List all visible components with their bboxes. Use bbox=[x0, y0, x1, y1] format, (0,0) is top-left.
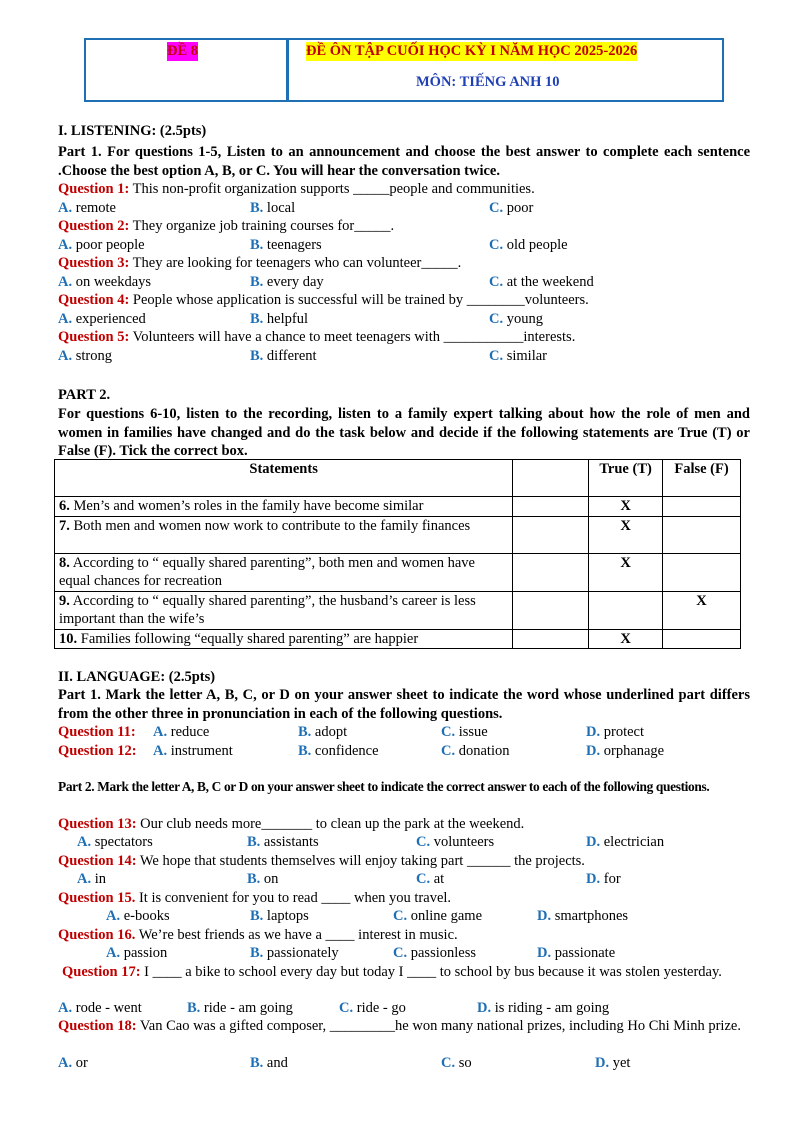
true-cell-8[interactable]: X bbox=[589, 553, 663, 591]
language-part1-instructions: Part 1. Mark the letter A, B, C, or D on your answer sheet to indicate the word whose underlined part differs from the other three in pronunciation in each of the following questions. bbox=[58, 687, 750, 722]
table-row bbox=[55, 516, 741, 553]
q12-option-c[interactable]: C. donation bbox=[441, 743, 510, 759]
q16-option-a[interactable]: A. passion bbox=[106, 945, 168, 961]
q5-option-c[interactable]: C. similar bbox=[489, 348, 548, 364]
exam-code: ĐỀ 8 bbox=[167, 43, 199, 59]
q1-option-c[interactable]: C. poor bbox=[489, 200, 534, 216]
q5-option-b[interactable]: B. different bbox=[250, 348, 317, 364]
q14-option-d[interactable]: D. for bbox=[586, 871, 621, 887]
statement-10: 10. Families following “equally shared parenting” are happier bbox=[55, 629, 513, 649]
false-cell-6[interactable] bbox=[663, 497, 741, 517]
header-divider bbox=[286, 40, 289, 100]
q13-option-a[interactable]: A. spectators bbox=[77, 834, 153, 850]
q15-option-a[interactable]: A. e-books bbox=[106, 908, 170, 924]
question-3: Question 3: They are looking for teenagers who can volunteer_____. bbox=[58, 255, 462, 271]
q2-option-b[interactable]: B. teenagers bbox=[250, 237, 322, 253]
q18-option-a[interactable]: A. or bbox=[58, 1055, 88, 1071]
false-cell-7[interactable] bbox=[663, 516, 741, 553]
q14-option-a[interactable]: A. in bbox=[77, 871, 107, 887]
q11-option-d[interactable]: D. protect bbox=[586, 724, 644, 740]
listening-part1-instructions: Part 1. For questions 1-5, Listen to an announcement and choose the best answer to complete each sentence .Choose the best option A, B, or C. You will hear the conversation twice. bbox=[58, 144, 750, 179]
question-15: Question 15. It is convenient for you to read ____ when you travel. bbox=[58, 890, 452, 906]
true-false-table bbox=[54, 459, 741, 649]
table-row bbox=[55, 591, 741, 629]
question-17: Question 17: I ____ a bike to school every day but today I ____ to school by bus because it was stolen yesterday. bbox=[62, 964, 722, 980]
q14-option-b[interactable]: B. on bbox=[247, 871, 279, 887]
q16-option-d[interactable]: D. passionate bbox=[537, 945, 616, 961]
q12-option-b[interactable]: B. confidence bbox=[298, 743, 379, 759]
q17-option-d[interactable]: D. is riding - am going bbox=[477, 1000, 610, 1016]
statement-6: 6. Men’s and women’s roles in the family have become similar bbox=[55, 497, 513, 517]
q17-option-a[interactable]: A. rode - went bbox=[58, 1000, 142, 1016]
false-cell-10[interactable] bbox=[663, 629, 741, 649]
question-12: Question 12: bbox=[58, 743, 137, 759]
table-row bbox=[55, 497, 741, 517]
part2-instructions: For questions 6-10, listen to the recording, listen to a family expert talking about how the role of men and women in families have changed and do the task below and decide if the following statements are True (T) or False (F). Tick the correct box. bbox=[58, 406, 750, 459]
statement-9: 9. According to “ equally shared parenting”, the husband’s career is less important than the wife’s bbox=[55, 591, 513, 629]
q13-option-d[interactable]: D. electrician bbox=[586, 834, 665, 850]
question-4: Question 4: People whose application is successful will be trained by ________volunteers. bbox=[58, 292, 589, 308]
q12-option-a[interactable]: A. instrument bbox=[153, 743, 233, 759]
q17-option-b[interactable]: B. ride - am going bbox=[187, 1000, 293, 1016]
question-2: Question 2: They organize job training courses for_____. bbox=[58, 218, 395, 234]
q11-option-a[interactable]: A. reduce bbox=[153, 724, 210, 740]
q2-option-c[interactable]: C. old people bbox=[489, 237, 568, 253]
q1-option-a[interactable]: A. remote bbox=[58, 200, 116, 216]
q11-option-c[interactable]: C. issue bbox=[441, 724, 488, 740]
question-14: Question 14: We hope that students themselves will enjoy taking part ______ the projects. bbox=[58, 853, 585, 869]
question-5: Question 5: Volunteers will have a chance to meet teenagers with ___________interests. bbox=[58, 329, 576, 345]
q16-option-c[interactable]: C. passionless bbox=[393, 945, 476, 961]
header-box bbox=[84, 38, 724, 102]
exam-subject: MÔN: TIẾNG ANH 10 bbox=[416, 74, 560, 90]
table-header-row bbox=[55, 460, 741, 497]
q18-option-b[interactable]: B. and bbox=[250, 1055, 288, 1071]
true-cell-10[interactable]: X bbox=[589, 629, 663, 649]
language-part2-instructions: Part 2. Mark the letter A, B, C or D on your answer sheet to indicate the correct answer to each of the following questions. bbox=[58, 779, 710, 794]
q2-option-a[interactable]: A. poor people bbox=[58, 237, 145, 253]
table-row bbox=[55, 553, 741, 591]
q4-option-a[interactable]: A. experienced bbox=[58, 311, 146, 327]
q3-option-a[interactable]: A. on weekdays bbox=[58, 274, 152, 290]
true-cell-7[interactable]: X bbox=[589, 516, 663, 553]
q14-option-c[interactable]: C. at bbox=[416, 871, 445, 887]
false-cell-8[interactable] bbox=[663, 553, 741, 591]
header-false: False (F) bbox=[663, 460, 741, 497]
q15-option-c[interactable]: C. online game bbox=[393, 908, 483, 924]
listening-heading: I. LISTENING: (2.5pts) bbox=[58, 123, 207, 139]
true-cell-6[interactable]: X bbox=[589, 497, 663, 517]
question-16: Question 16. We’re best friends as we have a ____ interest in music. bbox=[58, 927, 458, 943]
q13-option-c[interactable]: C. volunteers bbox=[416, 834, 495, 850]
q12-option-d[interactable]: D. orphanage bbox=[586, 743, 665, 759]
question-13: Question 13: Our club needs more_______ to clean up the park at the weekend. bbox=[58, 816, 525, 832]
q1-option-b[interactable]: B. local bbox=[250, 200, 296, 216]
q13-option-b[interactable]: B. assistants bbox=[247, 834, 319, 850]
language-heading: II. LANGUAGE: (2.5pts) bbox=[58, 669, 216, 685]
statement-7: 7. Both men and women now work to contribute to the family finances bbox=[55, 516, 513, 553]
q15-option-d[interactable]: D. smartphones bbox=[537, 908, 629, 924]
question-18: Question 18: Van Cao was a gifted composer, _________he won many national prizes, including Ho Chi Minh prize. bbox=[58, 1018, 741, 1034]
question-1: Question 1: This non-profit organization supports _____people and communities. bbox=[58, 181, 535, 197]
header-true: True (T) bbox=[589, 460, 663, 497]
q17-option-c[interactable]: C. ride - go bbox=[339, 1000, 406, 1016]
true-cell-9[interactable] bbox=[589, 591, 663, 629]
question-11: Question 11: bbox=[58, 724, 136, 740]
exam-title: ĐỀ ÔN TẬP CUỐI HỌC KỲ I NĂM HỌC 2025-2026 bbox=[306, 43, 638, 59]
q4-option-c[interactable]: C. young bbox=[489, 311, 543, 327]
q3-option-b[interactable]: B. every day bbox=[250, 274, 324, 290]
q15-option-b[interactable]: B. laptops bbox=[250, 908, 309, 924]
part2-title: PART 2. bbox=[58, 387, 111, 403]
q3-option-c[interactable]: C. at the weekend bbox=[489, 274, 594, 290]
q11-option-b[interactable]: B. adopt bbox=[298, 724, 348, 740]
table-row bbox=[55, 629, 741, 649]
q4-option-b[interactable]: B. helpful bbox=[250, 311, 308, 327]
statement-8: 8. According to “ equally shared parenting”, both men and women have equal chances for recreation bbox=[55, 553, 513, 591]
header-statements: Statements bbox=[55, 460, 513, 497]
q16-option-b[interactable]: B. passionately bbox=[250, 945, 339, 961]
header-blank bbox=[513, 460, 589, 497]
q5-option-a[interactable]: A. strong bbox=[58, 348, 112, 364]
q18-option-c[interactable]: C. so bbox=[441, 1055, 472, 1071]
q18-option-d[interactable]: D. yet bbox=[595, 1055, 631, 1071]
false-cell-9[interactable]: X bbox=[663, 591, 741, 629]
